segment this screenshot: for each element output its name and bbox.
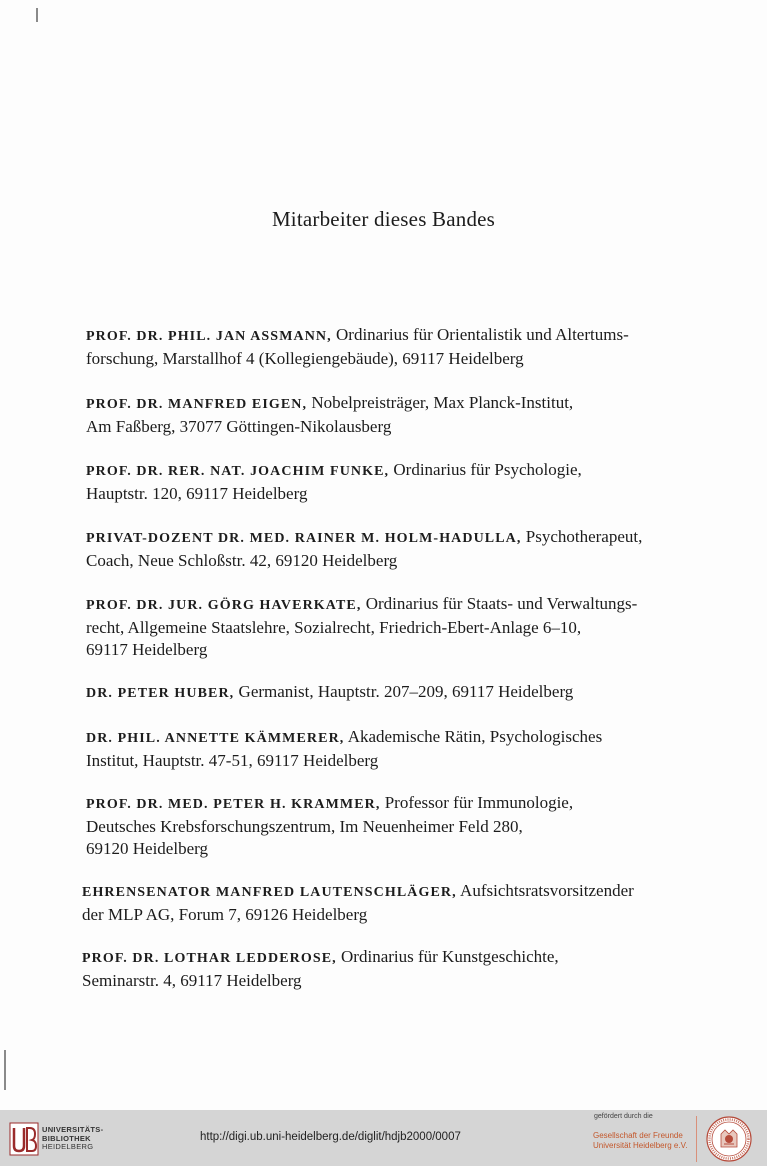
- contributor-name: DR. PETER HUBER,: [86, 686, 235, 701]
- page-title: Mitarbeiter dieses Bandes: [271, 207, 496, 231]
- university-seal-icon: [706, 1116, 752, 1162]
- contributor-entry: [86, 324, 686, 370]
- contributor-description: Ordinarius für Staats- und Verwaltungs-: [361, 594, 638, 613]
- contributor-address: recht, Allgemeine Staatslehre, Sozialrecht, Friedrich-Ebert-Anlage 6–10,: [86, 618, 582, 637]
- source-url-link[interactable]: http://digi.ub.uni-heidelberg.de/diglit/hdjb2000/0007: [200, 1131, 461, 1143]
- contributor-address: Institut, Hauptstr. 47-51, 69117 Heidelberg: [86, 751, 379, 770]
- contributor-name: PROF. DR. LOTHAR LEDDEROSE,: [82, 951, 337, 966]
- contributor-name: DR. PHIL. ANNETTE KÄMMERER,: [86, 731, 345, 746]
- contributor-entry: [86, 526, 686, 572]
- contributor-entry: [86, 681, 686, 705]
- contributor-name: PRIVAT-DOZENT DR. MED. RAINER M. HOLM-HADULLA,: [86, 531, 522, 546]
- scan-mark-bottom: [4, 1050, 6, 1090]
- library-name: [42, 1126, 103, 1152]
- contributor-name: PROF. DR. RER. NAT. JOACHIM FUNKE,: [86, 464, 390, 479]
- contributor-entry: [86, 726, 686, 772]
- sponsor-name: [593, 1131, 687, 1151]
- library-name-line: BIBLIOTHEK: [42, 1133, 91, 1143]
- sponsor-name-line: Universität Heidelberg e.V.: [593, 1141, 688, 1150]
- contributor-entry: [82, 880, 682, 926]
- contributor-address: Hauptstr. 120, 69117 Heidelberg: [86, 484, 308, 503]
- contributor-address: Deutsches Krebsforschungszentrum, Im Neuenheimer Feld 280,: [86, 817, 523, 836]
- contributor-entry: [86, 459, 686, 505]
- library-name-line: HEIDELBERG: [42, 1142, 94, 1151]
- contributor-description: Akademische Rätin, Psychologisches: [344, 727, 603, 746]
- contributor-description: Professor für Immunologie,: [380, 793, 574, 812]
- contributor-name: PROF. DR. MED. PETER H. KRAMMER,: [86, 797, 381, 812]
- contributor-name: PROF. DR. JUR. GÖRG HAVERKATE,: [86, 598, 362, 613]
- contributor-address: forschung, Marstallhof 4 (Kollegiengebäude), 69117 Heidelberg: [86, 349, 524, 368]
- footer-divider: [696, 1116, 697, 1162]
- contributor-entry: [86, 792, 686, 860]
- contributor-description: Ordinarius für Psychologie,: [389, 460, 582, 479]
- contributor-description: Nobelpreisträger, Max Planck-Institut,: [307, 393, 574, 412]
- contributor-address: 69120 Heidelberg: [86, 839, 208, 858]
- contributor-description: Ordinarius für Kunstgeschichte,: [336, 947, 559, 966]
- contributor-address: Am Faßberg, 37077 Göttingen-Nikolausberg: [86, 417, 392, 436]
- scan-mark-top: [36, 8, 38, 22]
- contributor-address: Coach, Neue Schloßstr. 42, 69120 Heidelberg: [86, 551, 398, 570]
- contributor-entry: [86, 392, 686, 438]
- contributor-description: Psychotherapeut,: [521, 527, 643, 546]
- contributor-name: EHRENSENATOR MANFRED LAUTENSCHLÄGER,: [82, 885, 457, 900]
- contributor-entry: [86, 593, 686, 661]
- contributor-name: PROF. DR. PHIL. JAN ASSMANN,: [86, 329, 332, 344]
- funded-by-label: gefördert durch die: [594, 1113, 653, 1120]
- library-logo-icon: [9, 1122, 39, 1156]
- contributor-description: Germanist, Hauptstr. 207–209, 69117 Heidelberg: [234, 682, 574, 701]
- contributor-entry: [82, 946, 682, 992]
- footer-bar: [0, 1110, 767, 1166]
- library-name-line: UNIVERSITÄTS-: [42, 1125, 104, 1134]
- sponsor-name-line: Gesellschaft der Freunde: [593, 1131, 683, 1140]
- contributor-address: der MLP AG, Forum 7, 69126 Heidelberg: [82, 905, 368, 924]
- contributor-description: Aufsichtsratsvorsitzender: [456, 881, 634, 900]
- contributor-name: PROF. DR. MANFRED EIGEN,: [86, 397, 308, 412]
- contributor-description: Ordinarius für Orientalistik und Altertums-: [331, 325, 629, 344]
- contributor-address: Seminarstr. 4, 69117 Heidelberg: [82, 971, 302, 990]
- contributor-address: 69117 Heidelberg: [86, 640, 208, 659]
